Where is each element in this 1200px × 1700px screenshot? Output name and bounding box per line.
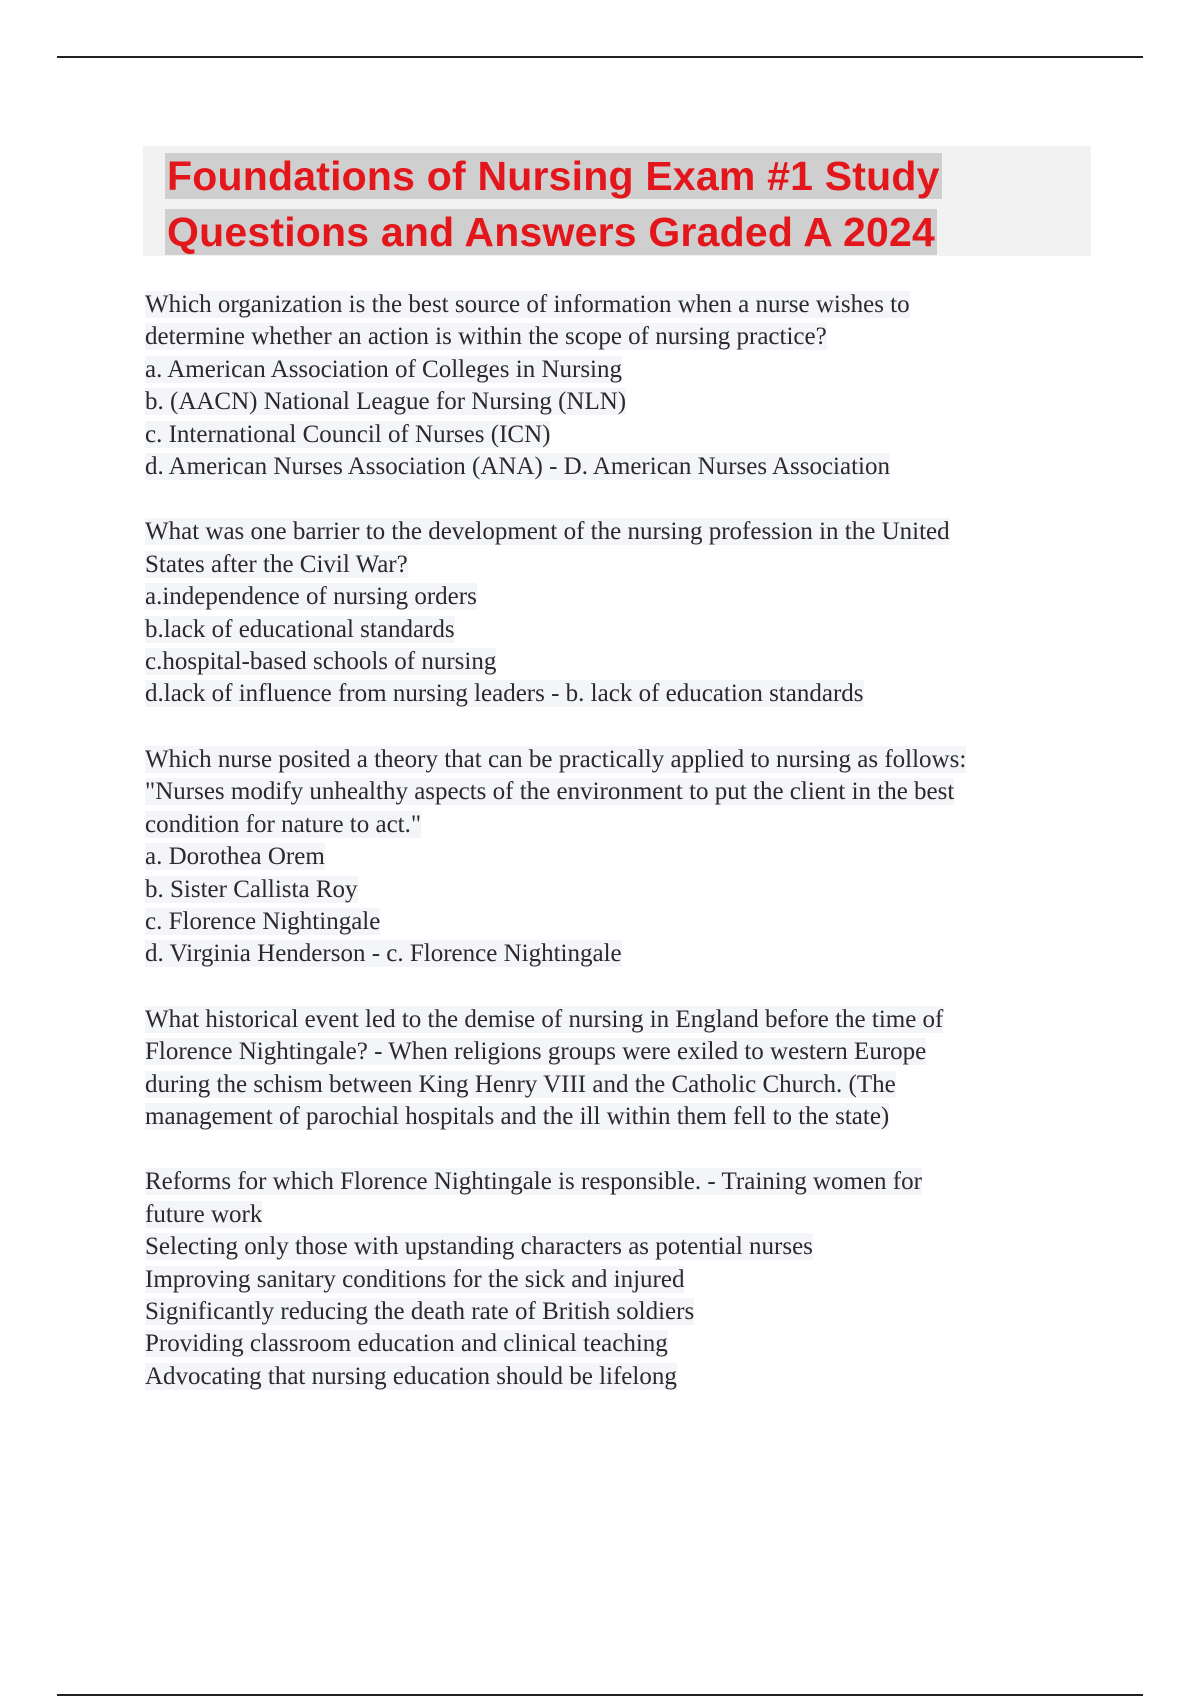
answer-option: a. Dorothea Orem	[145, 843, 325, 871]
answer-option: b. Sister Callista Roy	[145, 875, 358, 903]
text-line: future work	[145, 1200, 263, 1228]
answer-option: c.hospital-based schools of nursing	[145, 648, 497, 676]
text-line: What was one barrier to the development of the nursing profession in the United	[145, 518, 950, 546]
list-item: Providing classroom education and clinical teaching	[145, 1330, 668, 1358]
text-line: Which nurse posited a theory that can be practically applied to nursing as follows:	[145, 745, 967, 773]
answer-option: c. Florence Nightingale	[145, 907, 381, 935]
text-line: management of parochial hospitals and the ill within them fell to the state)	[145, 1102, 890, 1130]
question-block-5	[145, 1166, 1085, 1393]
list-item: Improving sanitary conditions for the sick and injured	[145, 1265, 685, 1293]
answer-option: d. Virginia Henderson - c. Florence Nightingale	[145, 940, 622, 968]
answer-option: b.lack of educational standards	[145, 615, 455, 643]
text-line: What historical event led to the demise of nursing in England before the time of	[145, 1005, 944, 1033]
text-line: "Nurses modify unhealthy aspects of the environment to put the client in the best	[145, 778, 955, 806]
answer-option: a. American Association of Colleges in Nursing	[145, 355, 623, 383]
question-block-3	[145, 744, 1085, 971]
question-block-4	[145, 1004, 1085, 1134]
top-rule	[57, 56, 1143, 58]
text-line: States after the Civil War?	[145, 550, 408, 578]
list-item: Advocating that nursing education should be lifelong	[145, 1362, 677, 1390]
text-line: Which organization is the best source of information when a nurse wishes to	[145, 291, 910, 318]
answer-option: d.lack of influence from nursing leaders - b. lack of education standards	[145, 680, 864, 708]
answer-option: c. International Council of Nurses (ICN)	[145, 420, 551, 448]
text-line: Reforms for which Florence Nightingale is responsible. - Training women for	[145, 1168, 922, 1196]
bottom-rule	[57, 1694, 1143, 1696]
answer-option: d. American Nurses Association (ANA) - D. American Nurses Association	[145, 453, 890, 481]
text-line: Florence Nightingale? - When religions groups were exiled to western Europe	[145, 1038, 927, 1066]
title-line-1: Foundations of Nursing Exam #1 Study	[167, 153, 940, 199]
text-line: determine whether an action is within the scope of nursing practice?	[145, 323, 827, 351]
text-line: during the schism between King Henry VIII and the Catholic Church. (The	[145, 1070, 896, 1098]
question-block-2	[145, 516, 1085, 710]
answer-option: b. (AACN) National League for Nursing (NLN)	[145, 388, 627, 416]
list-item: Selecting only those with upstanding characters as potential nurses	[145, 1233, 813, 1261]
question-block-1	[145, 289, 1085, 483]
title-line-2: Questions and Answers Graded A 2024	[167, 209, 936, 255]
text-line: condition for nature to act."	[145, 810, 422, 838]
document-body	[145, 289, 1085, 1426]
list-item: Significantly reducing the death rate of British soldiers	[145, 1297, 695, 1325]
answer-option: a.independence of nursing orders	[145, 583, 477, 611]
document-title	[165, 148, 1070, 260]
